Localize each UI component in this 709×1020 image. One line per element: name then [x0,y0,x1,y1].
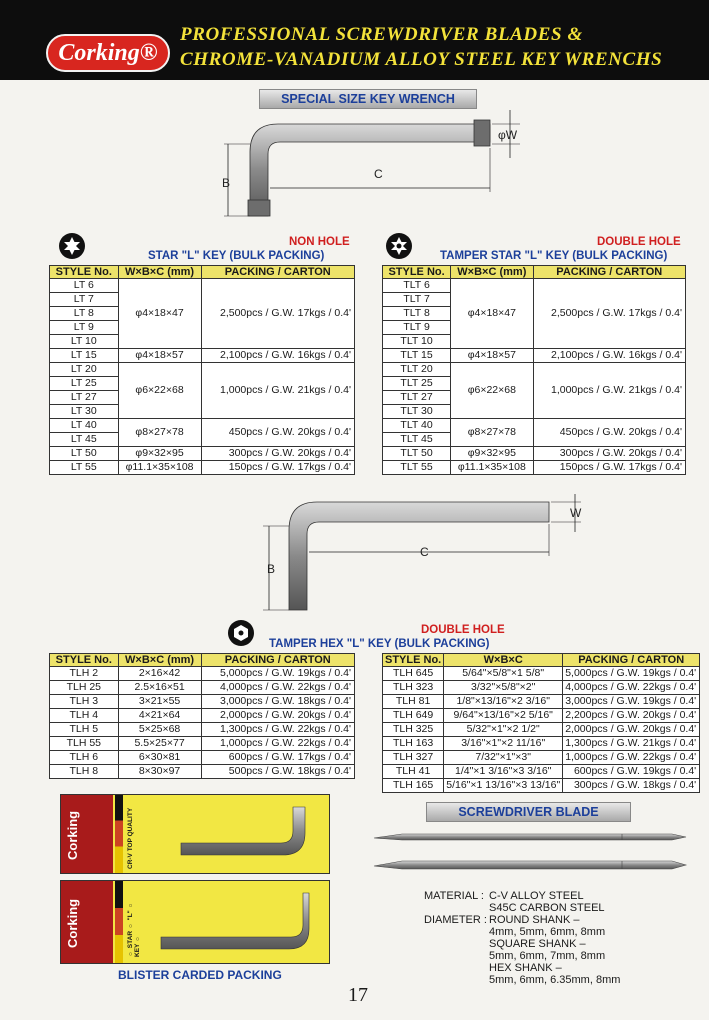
hex-mm-cell: 8×30×97 [118,765,201,779]
table-row [50,419,355,433]
hex-inch-cell: 3,000pcs / G.W. 19kgs / 0.4' [563,695,700,709]
tamper-star-size-cell: φ9×32×95 [451,447,533,461]
hex-mm-cell: TLH 25 [50,681,119,695]
hex-inch-cell: 3/16"×1"×2 11/16" [444,737,563,751]
blister-card-1-brand: Corking [65,810,80,860]
hex-inch-cell: TLH 323 [383,681,444,695]
corking-logo: Corking® [46,34,170,72]
tamper-hex-icon [228,620,254,646]
hex-dim-c: C [420,545,429,559]
star-packing-cell: 2,500pcs / G.W. 17kgs / 0.4' [201,279,354,349]
tamper-star-table-subtitle: TAMPER STAR "L" KEY (BULK PACKING) [440,250,668,262]
hex-mm-cell: 2,000pcs / G.W. 20kgs / 0.4' [201,709,354,723]
hex-mm-cell: 600pcs / G.W. 17kgs / 0.4' [201,751,354,765]
table-row [50,447,355,461]
tamper-star-size-cell: φ4×18×47 [451,279,533,349]
special-dim-c: C [374,167,383,181]
star-style-cell: LT 8 [50,307,119,321]
blister-card-1-stripes [115,795,123,873]
hex-shank-label: HEX SHANK – [489,962,562,974]
blister-card-2-key [151,885,311,959]
hex-inch-cell: 7/32"×1"×3" [444,751,563,765]
blister-card-1-key [161,801,311,871]
table-row [383,667,700,681]
table-row [383,419,686,433]
tamper-star-style-cell: TLT 40 [383,419,451,433]
hex-mm-header-1: W×B×C (mm) [118,654,201,667]
tamper-star-packing-cell: 2,100pcs / G.W. 16kgs / 0.4' [533,349,685,363]
tamper-star-packing-cell: 150pcs / G.W. 17kgs / 0.4' [533,461,685,475]
material-2: S45C CARBON STEEL [489,902,605,914]
star-size-cell: φ4×18×57 [118,349,201,363]
star-style-cell: LT 9 [50,321,119,335]
hex-inch-cell: TLH 163 [383,737,444,751]
hex-mm-cell: 500pcs / G.W. 18kgs / 0.4' [201,765,354,779]
hex-inch-cell: TLH 165 [383,779,444,793]
hex-inch-cell: 5/32"×1"×2 1/2" [444,723,563,737]
hex-inch-cell: 5/16"×1 13/16"×3 13/16" [444,779,563,793]
special-key-wrench-diagram [210,108,530,218]
tamper-star-style-cell: TLT 50 [383,447,451,461]
round-shank-sizes: 4mm, 5mm, 6mm, 8mm [489,926,606,938]
hex-inch-cell: TLH 81 [383,695,444,709]
blister-caption: BLISTER CARDED PACKING [118,968,282,982]
screwdriver-blades-diagram [372,828,692,878]
hex-inch-cell: 2,200pcs / G.W. 20kgs / 0.4' [563,709,700,723]
star-style-cell: LT 50 [50,447,119,461]
tamper-star-icon [386,233,412,259]
hex-inch-cell: 1/8"×13/16"×2 3/16" [444,695,563,709]
star-style-cell: LT 6 [50,279,119,293]
tamper-star-style-cell: TLT 10 [383,335,451,349]
hex-mm-cell: TLH 3 [50,695,119,709]
star-packing-cell: 150pcs / G.W. 17kgs / 0.4' [201,461,354,475]
special-dim-b: B [222,176,231,190]
star-style-cell: LT 55 [50,461,119,475]
screwdriver-banner: SCREWDRIVER BLADE [426,802,631,822]
table-row [50,765,355,779]
square-shank-sizes: 5mm, 6mm, 7mm, 8mm [489,950,606,962]
hex-mm-cell: TLH 2 [50,667,119,681]
hex-mm-cell: TLH 55 [50,737,119,751]
blister-card-1-text: CR-V TOP QUALITY [127,807,134,869]
table-row [50,737,355,751]
tamper-star-size-cell: φ4×18×57 [451,349,533,363]
table-row [50,667,355,681]
hex-mm-cell: 2.5×16×51 [118,681,201,695]
star-table-subtitle: STAR "L" KEY (BULK PACKING) [148,250,325,262]
tamper-star-size-cell: φ6×22×68 [451,363,533,419]
hex-inch-cell: TLH 41 [383,765,444,779]
hex-mm-cell: TLH 5 [50,723,119,737]
hex-table-subtitle: TAMPER HEX "L" KEY (BULK PACKING) [269,638,490,650]
tamper-star-style-cell: TLT 9 [383,321,451,335]
tamper-star-size-cell: φ11.1×35×108 [451,461,533,475]
star-header-2: PACKING / CARTON [201,266,354,279]
blister-card-2-stripes [115,881,123,963]
table-row [50,461,355,475]
special-size-banner: SPECIAL SIZE KEY WRENCH [259,89,477,109]
table-row [50,695,355,709]
hex-shank-sizes: 5mm, 6mm, 6.35mm, 8mm [489,974,621,986]
hex-mm-cell: 1,300pcs / G.W. 22kgs / 0.4' [201,723,354,737]
hex-mm-header-0: STYLE No. [50,654,119,667]
hex-inch-cell: 1/4"×1 3/16"×3 3/16" [444,765,563,779]
hex-inch-cell: TLH 649 [383,709,444,723]
round-shank-label: ROUND SHANK – [489,914,580,926]
tamper-star-packing-cell: 2,500pcs / G.W. 17kgs / 0.4' [533,279,685,349]
hex-mm-cell: 4,000pcs / G.W. 22kgs / 0.4' [201,681,354,695]
hex-inch-cell: 300pcs / G.W. 18kgs / 0.4' [563,779,700,793]
tamper-star-style-cell: TLT 25 [383,377,451,391]
hex-inch-header-2: PACKING / CARTON [563,654,700,667]
blister-card-2 [60,880,330,964]
star-packing-cell: 300pcs / G.W. 20kgs / 0.4' [201,447,354,461]
star-style-cell: LT 30 [50,405,119,419]
star-style-cell: LT 27 [50,391,119,405]
hex-mm-cell: TLH 6 [50,751,119,765]
page-header [0,0,709,80]
table-row [383,279,686,293]
hex-mm-cell: 1,000pcs / G.W. 22kgs / 0.4' [201,737,354,751]
star-style-cell: LT 20 [50,363,119,377]
hex-table-tag: DOUBLE HOLE [421,624,505,636]
tamper-star-packing-cell: 450pcs / G.W. 20kgs / 0.4' [533,419,685,447]
star-style-cell: LT 15 [50,349,119,363]
table-row [383,461,686,475]
hex-mm-cell: 2×16×42 [118,667,201,681]
material-label: MATERIAL : [424,890,484,902]
hex-dim-b: B [267,562,276,576]
tamper-star-header-0: STYLE No. [383,266,451,279]
tamper-star-style-cell: TLT 8 [383,307,451,321]
table-row [383,737,700,751]
table-row [383,779,700,793]
diameter-label: DIAMETER : [424,914,487,926]
hex-mm-cell: 3,000pcs / G.W. 18kgs / 0.4' [201,695,354,709]
hex-mm-cell: 4×21×64 [118,709,201,723]
square-shank-label: SQUARE SHANK – [489,938,586,950]
star-size-cell: φ11.1×35×108 [118,461,201,475]
hex-mm-cell: 3×21×55 [118,695,201,709]
blister-card-2-text: ○ STAR ○ "L" ○ KEY ○ [127,901,141,957]
hex-inch-cell: 1,000pcs / G.W. 22kgs / 0.4' [563,751,700,765]
hex-inch-cell: 600pcs / G.W. 19kgs / 0.4' [563,765,700,779]
table-row [383,447,686,461]
hex-mm-cell: TLH 8 [50,765,119,779]
star-style-cell: LT 7 [50,293,119,307]
hex-mm-cell: 5,000pcs / G.W. 19kgs / 0.4' [201,667,354,681]
table-row [383,349,686,363]
table-row [383,681,700,695]
hex-mm-cell: 6×30×81 [118,751,201,765]
tamper-star-style-cell: TLT 30 [383,405,451,419]
table-row [50,709,355,723]
tamper-star-header-1: W×B×C (mm) [451,266,533,279]
star-packing-cell: 450pcs / G.W. 20kgs / 0.4' [201,419,354,447]
star-style-cell: LT 10 [50,335,119,349]
tamper-star-size-cell: φ8×27×78 [451,419,533,447]
star-packing-cell: 2,100pcs / G.W. 16kgs / 0.4' [201,349,354,363]
tamper-star-packing-cell: 300pcs / G.W. 20kgs / 0.4' [533,447,685,461]
table-row [383,723,700,737]
tamper-star-header-2: PACKING / CARTON [533,266,685,279]
hex-mm-cell: 5×25×68 [118,723,201,737]
hex-mm-cell: TLH 4 [50,709,119,723]
hex-mm-cell: 5.5×25×77 [118,737,201,751]
blister-card-1 [60,794,330,874]
hex-inch-cell: 5/64"×5/8"×1 5/8" [444,667,563,681]
star-style-cell: LT 25 [50,377,119,391]
table-row [50,723,355,737]
special-dim-w: φW [498,128,518,142]
material-1: C-V ALLOY STEEL [489,890,584,902]
hex-dim-w: W [570,506,582,520]
blister-card-2-brand: Corking [65,898,80,948]
table-row [50,751,355,765]
tamper-star-style-cell: TLT 55 [383,461,451,475]
hex-inch-cell: TLH 645 [383,667,444,681]
tamper-star-style-cell: TLT 20 [383,363,451,377]
hex-inch-cell: TLH 325 [383,723,444,737]
hex-inch-header-0: STYLE No. [383,654,444,667]
hex-inch-header-1: W×B×C [444,654,563,667]
tamper-star-table-tag: DOUBLE HOLE [597,236,681,248]
hex-inch-cell: 2,000pcs / G.W. 20kgs / 0.4' [563,723,700,737]
tamper-star-style-cell: TLT 27 [383,391,451,405]
hex-inch-cell: TLH 327 [383,751,444,765]
table-row [50,279,355,293]
star-icon [59,233,85,259]
hex-mm-table [49,653,355,779]
table-row [50,363,355,377]
star-header-1: W×B×C (mm) [118,266,201,279]
page-title-line-2: CHROME-VANADIUM ALLOY STEEL KEY WRENCHS [180,49,663,70]
page-title-line-1: PROFESSIONAL SCREWDRIVER BLADES & [180,24,583,45]
table-row [50,681,355,695]
hex-inch-cell: 3/32"×5/8"×2" [444,681,563,695]
star-size-cell: φ6×22×68 [118,363,201,419]
star-style-cell: LT 45 [50,433,119,447]
star-table-tag: NON HOLE [289,236,350,248]
hex-inch-cell: 9/64"×13/16"×2 5/16" [444,709,563,723]
table-row [383,765,700,779]
tamper-star-packing-cell: 1,000pcs / G.W. 21kgs / 0.4' [533,363,685,419]
star-packing-cell: 1,000pcs / G.W. 21kgs / 0.4' [201,363,354,419]
tamper-star-style-cell: TLT 15 [383,349,451,363]
star-style-cell: LT 40 [50,419,119,433]
hex-inch-cell: 4,000pcs / G.W. 22kgs / 0.4' [563,681,700,695]
star-size-cell: φ9×32×95 [118,447,201,461]
hex-inch-table [382,653,700,793]
star-size-cell: φ4×18×47 [118,279,201,349]
star-size-cell: φ8×27×78 [118,419,201,447]
table-row [383,363,686,377]
tamper-star-style-cell: TLT 6 [383,279,451,293]
table-row [383,751,700,765]
hex-mm-header-2: PACKING / CARTON [201,654,354,667]
star-key-table [49,265,355,475]
hex-inch-cell: 5,000pcs / G.W. 19kgs / 0.4' [563,667,700,681]
table-row [383,695,700,709]
hex-inch-cell: 1,300pcs / G.W. 21kgs / 0.4' [563,737,700,751]
page-number: 17 [348,984,368,1006]
tamper-star-style-cell: TLT 45 [383,433,451,447]
tamper-star-style-cell: TLT 7 [383,293,451,307]
tamper-star-key-table [382,265,686,475]
table-row [383,709,700,723]
table-row [50,349,355,363]
star-header-0: STYLE No. [50,266,119,279]
